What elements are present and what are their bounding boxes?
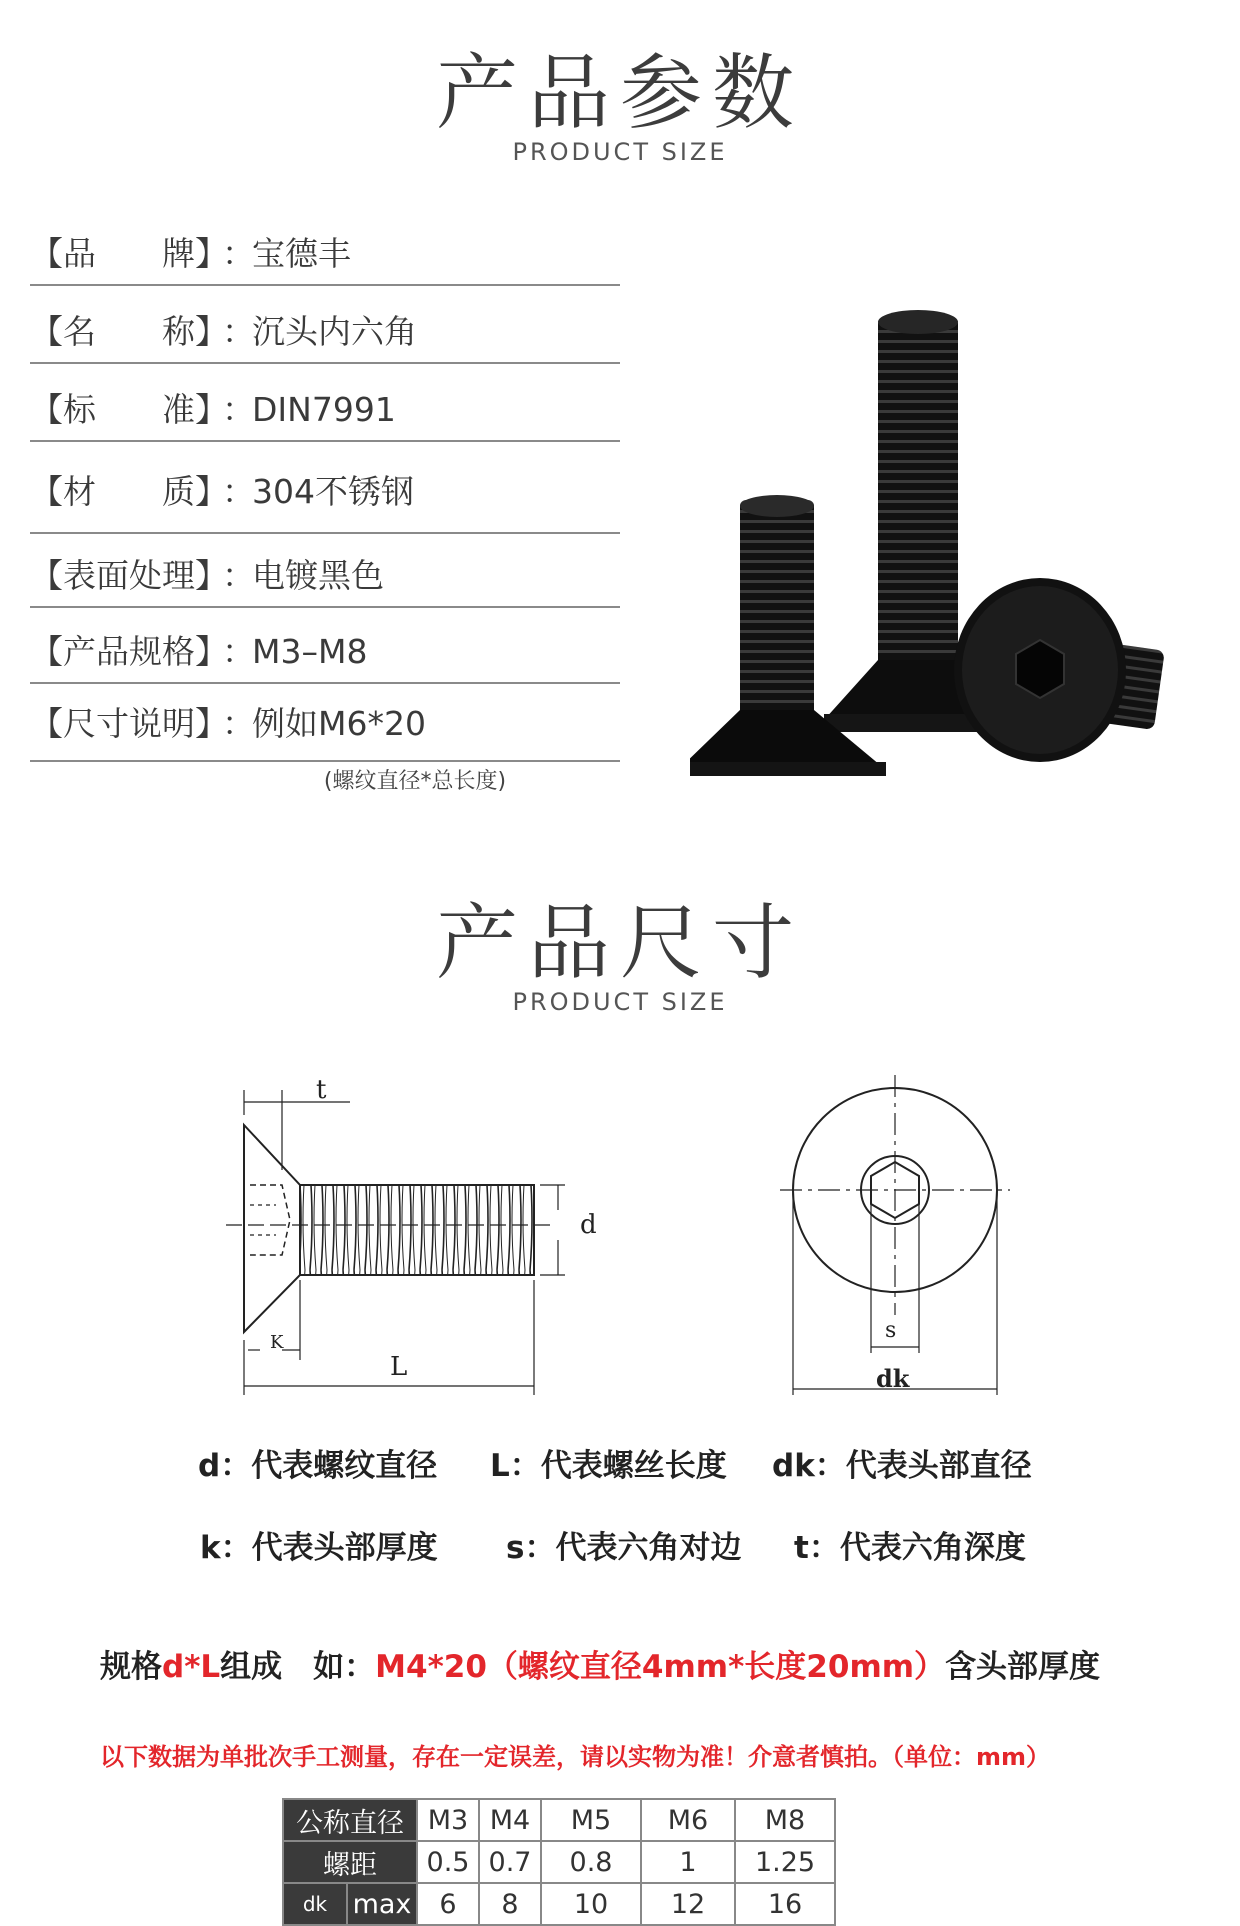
- spec-row-brand: [30, 224, 620, 286]
- table-cell: M6: [641, 1799, 735, 1841]
- spec-label: 【尺寸说明】: [30, 704, 228, 743]
- table-cell: 16: [735, 1883, 835, 1925]
- spec-row-size: [30, 622, 620, 684]
- spec-label: 【表面处理】: [30, 556, 228, 595]
- table-cell: 12: [641, 1883, 735, 1925]
- table-header-cell: max: [347, 1883, 417, 1925]
- spec-value: 电镀黑色: [252, 556, 384, 595]
- dimensions-table: [282, 1798, 836, 1926]
- table-cell: 0.5: [417, 1841, 479, 1883]
- table-cell: M5: [541, 1799, 641, 1841]
- table-row: [283, 1883, 835, 1925]
- spec-value: M3–M8: [252, 632, 368, 671]
- product-photo: [690, 300, 1190, 780]
- spec-value: 沉头内六角: [252, 312, 417, 351]
- legend-t: t：代表六角深度: [794, 1530, 1026, 1566]
- table-header-cell: 螺距: [283, 1841, 417, 1883]
- table-cell: 10: [541, 1883, 641, 1925]
- spec-row-finish: [30, 546, 620, 608]
- size-note: (螺纹直径*总长度): [323, 769, 507, 794]
- spec-colon: ：: [222, 472, 255, 511]
- dim-label-l: L: [390, 1352, 408, 1382]
- spec-colon: ：: [222, 632, 255, 671]
- section-title-dimensions: 产品尺寸: [435, 896, 804, 991]
- spec-label: 【材 质】: [30, 472, 228, 511]
- table-cell: 1.25: [735, 1841, 835, 1883]
- table-cell: 0.8: [541, 1841, 641, 1883]
- spec-value: 例如M6*20: [252, 704, 426, 743]
- legend-d: d：代表螺纹直径: [198, 1448, 438, 1484]
- spec-value: 304不锈钢: [252, 472, 414, 511]
- table-cell: M3: [417, 1799, 479, 1841]
- table-cell: M4: [479, 1799, 541, 1841]
- legend-k: k：代表头部厚度: [200, 1530, 438, 1566]
- hex-head-screw-icon: [954, 578, 1165, 762]
- legend-dk: dk：代表头部直径: [772, 1448, 1032, 1484]
- legend-l: L：代表螺丝长度: [490, 1448, 727, 1484]
- spec-line-part: 组成 如：: [220, 1649, 376, 1685]
- section-title-params: 产品参数: [435, 46, 804, 141]
- spec-composition-line: [100, 1641, 1100, 1686]
- spec-line-part: 含头部厚度: [945, 1649, 1101, 1685]
- table-cell: 8: [479, 1883, 541, 1925]
- table-header-cell: dk: [283, 1883, 347, 1925]
- spec-line-part: 规格: [100, 1649, 162, 1685]
- spec-row-size-note: [30, 696, 620, 762]
- spec-row-material: [30, 462, 620, 534]
- table-row: [283, 1799, 835, 1841]
- measurement-warning: 以下数据为单批次手工测量，存在一定误差，请以实物为准！介意者慎拍。（单位：mm）: [100, 1743, 1051, 1771]
- spec-value: DIN7991: [252, 390, 396, 429]
- spec-colon: ：: [222, 556, 255, 595]
- spec-row-name: [30, 302, 620, 364]
- spec-colon: ：: [222, 234, 255, 273]
- spec-row-standard: [30, 380, 620, 442]
- dim-label-dk: dk: [876, 1364, 910, 1393]
- table-row: [283, 1841, 835, 1883]
- table-header-cell: 公称直径: [283, 1799, 417, 1841]
- table-cell: 0.7: [479, 1841, 541, 1883]
- top-view-drawing: [770, 1075, 1020, 1405]
- dim-label-k: K: [270, 1332, 284, 1353]
- spec-label: 【名 称】: [30, 312, 228, 351]
- spec-colon: ：: [222, 312, 255, 351]
- spec-colon: ：: [222, 704, 255, 743]
- table-cell: M8: [735, 1799, 835, 1841]
- spec-value: 宝德丰: [252, 234, 351, 273]
- spec-line-example: M4*20（螺纹直径4mm*长度20mm）: [375, 1649, 946, 1685]
- dim-label-t: t: [316, 1075, 327, 1105]
- dim-label-s: s: [885, 1318, 897, 1343]
- section-subtitle-params: PRODUCT SIZE: [512, 138, 728, 166]
- dim-label-d: d: [580, 1210, 597, 1240]
- spec-label: 【产品规格】: [30, 632, 228, 671]
- spec-label: 【品 牌】: [30, 234, 228, 273]
- table-cell: 6: [417, 1883, 479, 1925]
- short-screw-icon: [690, 495, 886, 776]
- table-cell: 1: [641, 1841, 735, 1883]
- legend-s: s：代表六角对边: [506, 1530, 742, 1566]
- spec-colon: ：: [222, 390, 255, 429]
- section-subtitle-dimensions: PRODUCT SIZE: [512, 988, 728, 1016]
- spec-line-part-red: d*L: [162, 1649, 221, 1685]
- spec-label: 【标 准】: [30, 390, 228, 429]
